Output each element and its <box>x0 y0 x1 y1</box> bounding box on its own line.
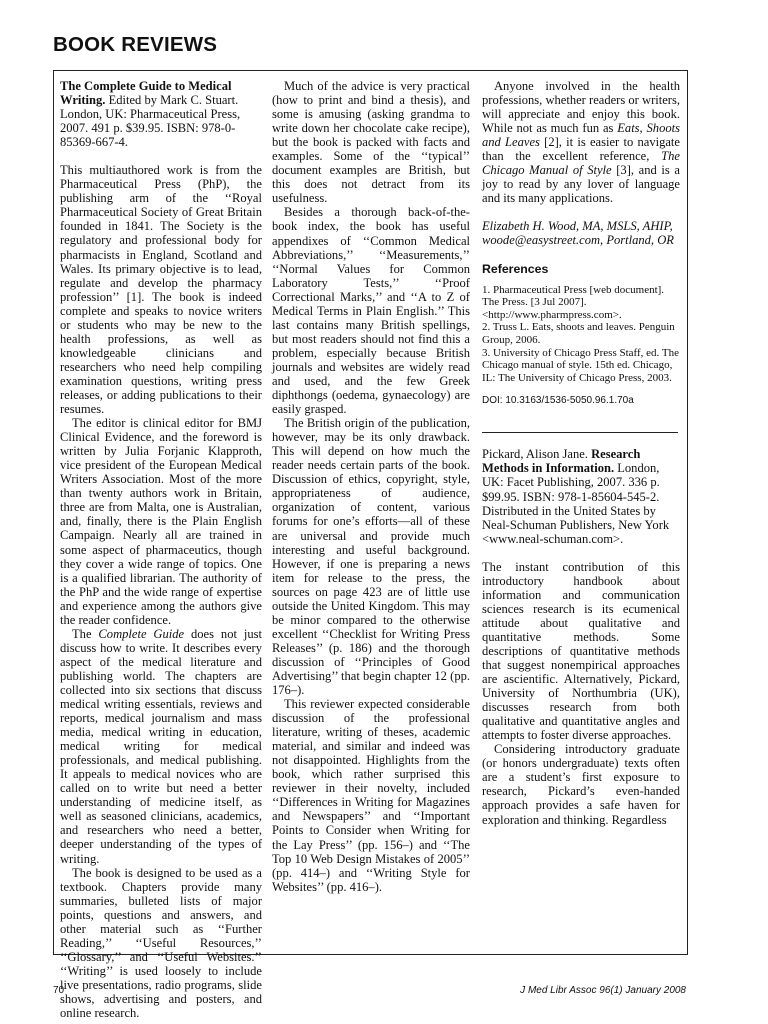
page-number: 70 <box>53 985 65 996</box>
review1-citation <box>60 79 262 149</box>
review1-book-title: The Complete Guide to Medical Writing. <box>60 79 232 108</box>
review1-paragraph-3: The Complete Guide does not just discuss how to write. It describes every aspect of the medical literature and publishing world. The chapters are collected into six sections that discuss medical writing essentials, reviews and reports, medical journalism and mass media, medical writing in education, medical writing for medical professionals, and medical publishing. It appeals to medical novices who are called on to write but need a better understanding of medicine itself, as well as seasoned clinicians, academics, and researchers who need a better, deeper understanding of the types of writing. <box>60 626 262 866</box>
review1-paragraph-5: Much of the advice is very practical (how to print and bind a thesis), and some is amusing (asking grandma to write down her chocolate cake recipe), but the book is packed with facts and examples. Some of the ‘‘typical’’ document examples are British, but this does not detract from its usefulness. <box>272 79 470 206</box>
review2-author: Pickard, Alison Jane. <box>482 447 592 462</box>
review1-italic-title: Complete Guide <box>98 626 185 641</box>
review1-paragraph-9: Anyone involved in the health professions, whether readers or writers, will appreciate and enjoy this book. While not as much fun as Eats, Shoots and Leaves [2], it is easier to navigate than the excellent reference, The Chicago Manual of Style [3], and is a joy to read by any lover of language and its many applications. <box>482 79 680 206</box>
review1-paragraph-1: This multiauthored work is from the Pharmaceutical Press (PhP), the publishing arm of the ‘‘Royal Pharmaceutical Society of Great Britain founded in 1841. The Society is the regulatory and professional body for pharmacists in England, Scotland and Wales. Its primary objective is to lead, regulate and develop the pharmacy profession’’ [1]. The book is indeed complete and speaks to novice writers or students who may be new to the health professions, as well as knowledgeable clinicians and researchers who need help compiling examination questions, writing press releases, or adding publications to their resumes. <box>60 163 262 417</box>
reference-item: 3. University of Chicago Press Staff, ed. The Chicago manual of style. 15th ed. Chicago, IL: The University of Chicago Press, 2003. <box>482 346 679 384</box>
review2-citation-details: London, UK: Facet Publishing, 2007. 336 p. $99.95. ISBN: 978-1-85604-545-2. Distributed in the United States by Neal-Schuman Publishers, New York <www.neal-schuman.com>. <box>482 461 670 546</box>
review2-paragraph-2: Considering introductory graduate (or honors undergraduate) texts often are a student’s first exposure to research, Pickard’s even-handed approach provides a safe haven for exploration and thinking. Regardless <box>482 742 680 827</box>
column-1 <box>60 79 262 1020</box>
divider <box>482 432 678 433</box>
review2-paragraph-1: The instant contribution of this introductory handbook about information and communication sciences research is its ecumenical attitude about qualitative and quantitative methods. Some descriptions of quantitative methods that suggest nonempirical approaches are ascientific. Alternatively, Pickard, University of Northumbria (UK), discusses research from both qualitative and quantitative angles and attempts to foster diverse approaches. <box>482 559 680 743</box>
references-list <box>482 284 680 385</box>
reference-item: 2. Truss L. Eats, shoots and leaves. Penguin Group, 2006. <box>482 321 675 346</box>
review1-paragraph-8: This reviewer expected considerable discussion of the professional literature, writing of theses, academic material, and similar and indeed was not disappointed. Highlights from the book, which rather surprised this reviewer in their novelty, included ‘‘Differences in Writing for Magazines and Newspapers’’ and ‘‘Important Points to Consider when Writing for the Lay Press’’ (pp. 156–) and ‘‘The Top 10 Web Design Mistakes of 2005’’ (pp. 414–) and ‘‘Writing Style for Websites’’ (pp. 416–). <box>272 697 470 894</box>
section-title: BOOK REVIEWS <box>53 33 218 56</box>
review2-book-title: Research Methods in Information. <box>482 447 641 476</box>
journal-citation: J Med Libr Assoc 96(1) January 2008 <box>520 985 686 996</box>
references-heading: References <box>482 261 549 276</box>
reference-item: 1. Pharmaceutical Press [web document]. The Press. [3 Jul 2007]. <http://www.pharmpress.com>. <box>482 283 665 321</box>
column-3 <box>482 79 680 827</box>
review1-paragraph-4: The book is designed to be used as a textbook. Chapters provide many summaries, bulleted lists of major points, questions and answers, and other material such as ‘‘Further Reading,’’ ‘‘Useful Resources,’’ ‘‘Glossary,’’ and ‘‘Useful Websites.’’ ‘‘Writing’’ is used loosely to include live presentations, radio programs, slide shows, advertising and posters, and online research. <box>60 865 262 1021</box>
review1-paragraph-6: Besides a thorough back-of-the-book index, the book has useful appendixes of ‘‘Common Medical Abbreviations,’’ ‘‘Measurements,’’ ‘‘Normal Values for Common Laboratory Tests,’’ ‘‘Proof Correctional Marks,’’ and ‘‘A to Z of Medical Terms in Plain English.’’ This last contains many British spellings, but most readers should not find this a problem, especially because British journals and websites are widely read and used, and the few Greek diphthongs (oedema, gynaecology) are easily grasped. <box>272 205 470 417</box>
review1-paragraph-7: The British origin of the publication, however, may be its only drawback. This will depend on how much the reader needs certain parts of the book. Discussion of ethics, copyright, style, appropriateness of audience, organization of content, various forums for one’s efforts—all of these are universal and provide much interesting and useful background. However, if one is preparing a news item for release to the press, the sources on page 423 are of little use outside the United Kingdom. This may be minor compared to the otherwise excellent ‘‘Checklist for Writing Press Releases’’ (p. 186) and the thorough discussion of ‘‘Principles of Good Advertising’’ that begin chapter 12 (pp. 176–). <box>272 416 470 698</box>
column-2 <box>272 79 470 894</box>
review2-citation <box>482 447 680 545</box>
review1-citation-details: Edited by Mark C. Stuart. London, UK: Pharmaceutical Press, 2007. 491 p. $39.95. ISBN: 978-0-85369-667-4. <box>60 93 241 150</box>
reviewer-signature: Elizabeth H. Wood, MA, MSLS, AHIP, woode@easystreet.com, Portland, OR <box>482 219 674 248</box>
review1-paragraph-2: The editor is clinical editor for BMJ Clinical Evidence, and the foreword is written by Julia Forjanic Klapproth, vice president of the European Medical Writers Association. Most of the more than twenty authors work in Britain, three are from Malta, one is Australian, and, finally, there is the Plain English Campaign. Nearly all are trained in some aspect of pharmaceutics, though they cover a wide range of topics. One is a qualified librarian. The authority of the PhP and the wide range of expertise and experience among the authors give the reader confidence. <box>60 416 262 627</box>
doi: DOI: 10.3163/1536-5050.96.1.70a <box>482 395 634 407</box>
